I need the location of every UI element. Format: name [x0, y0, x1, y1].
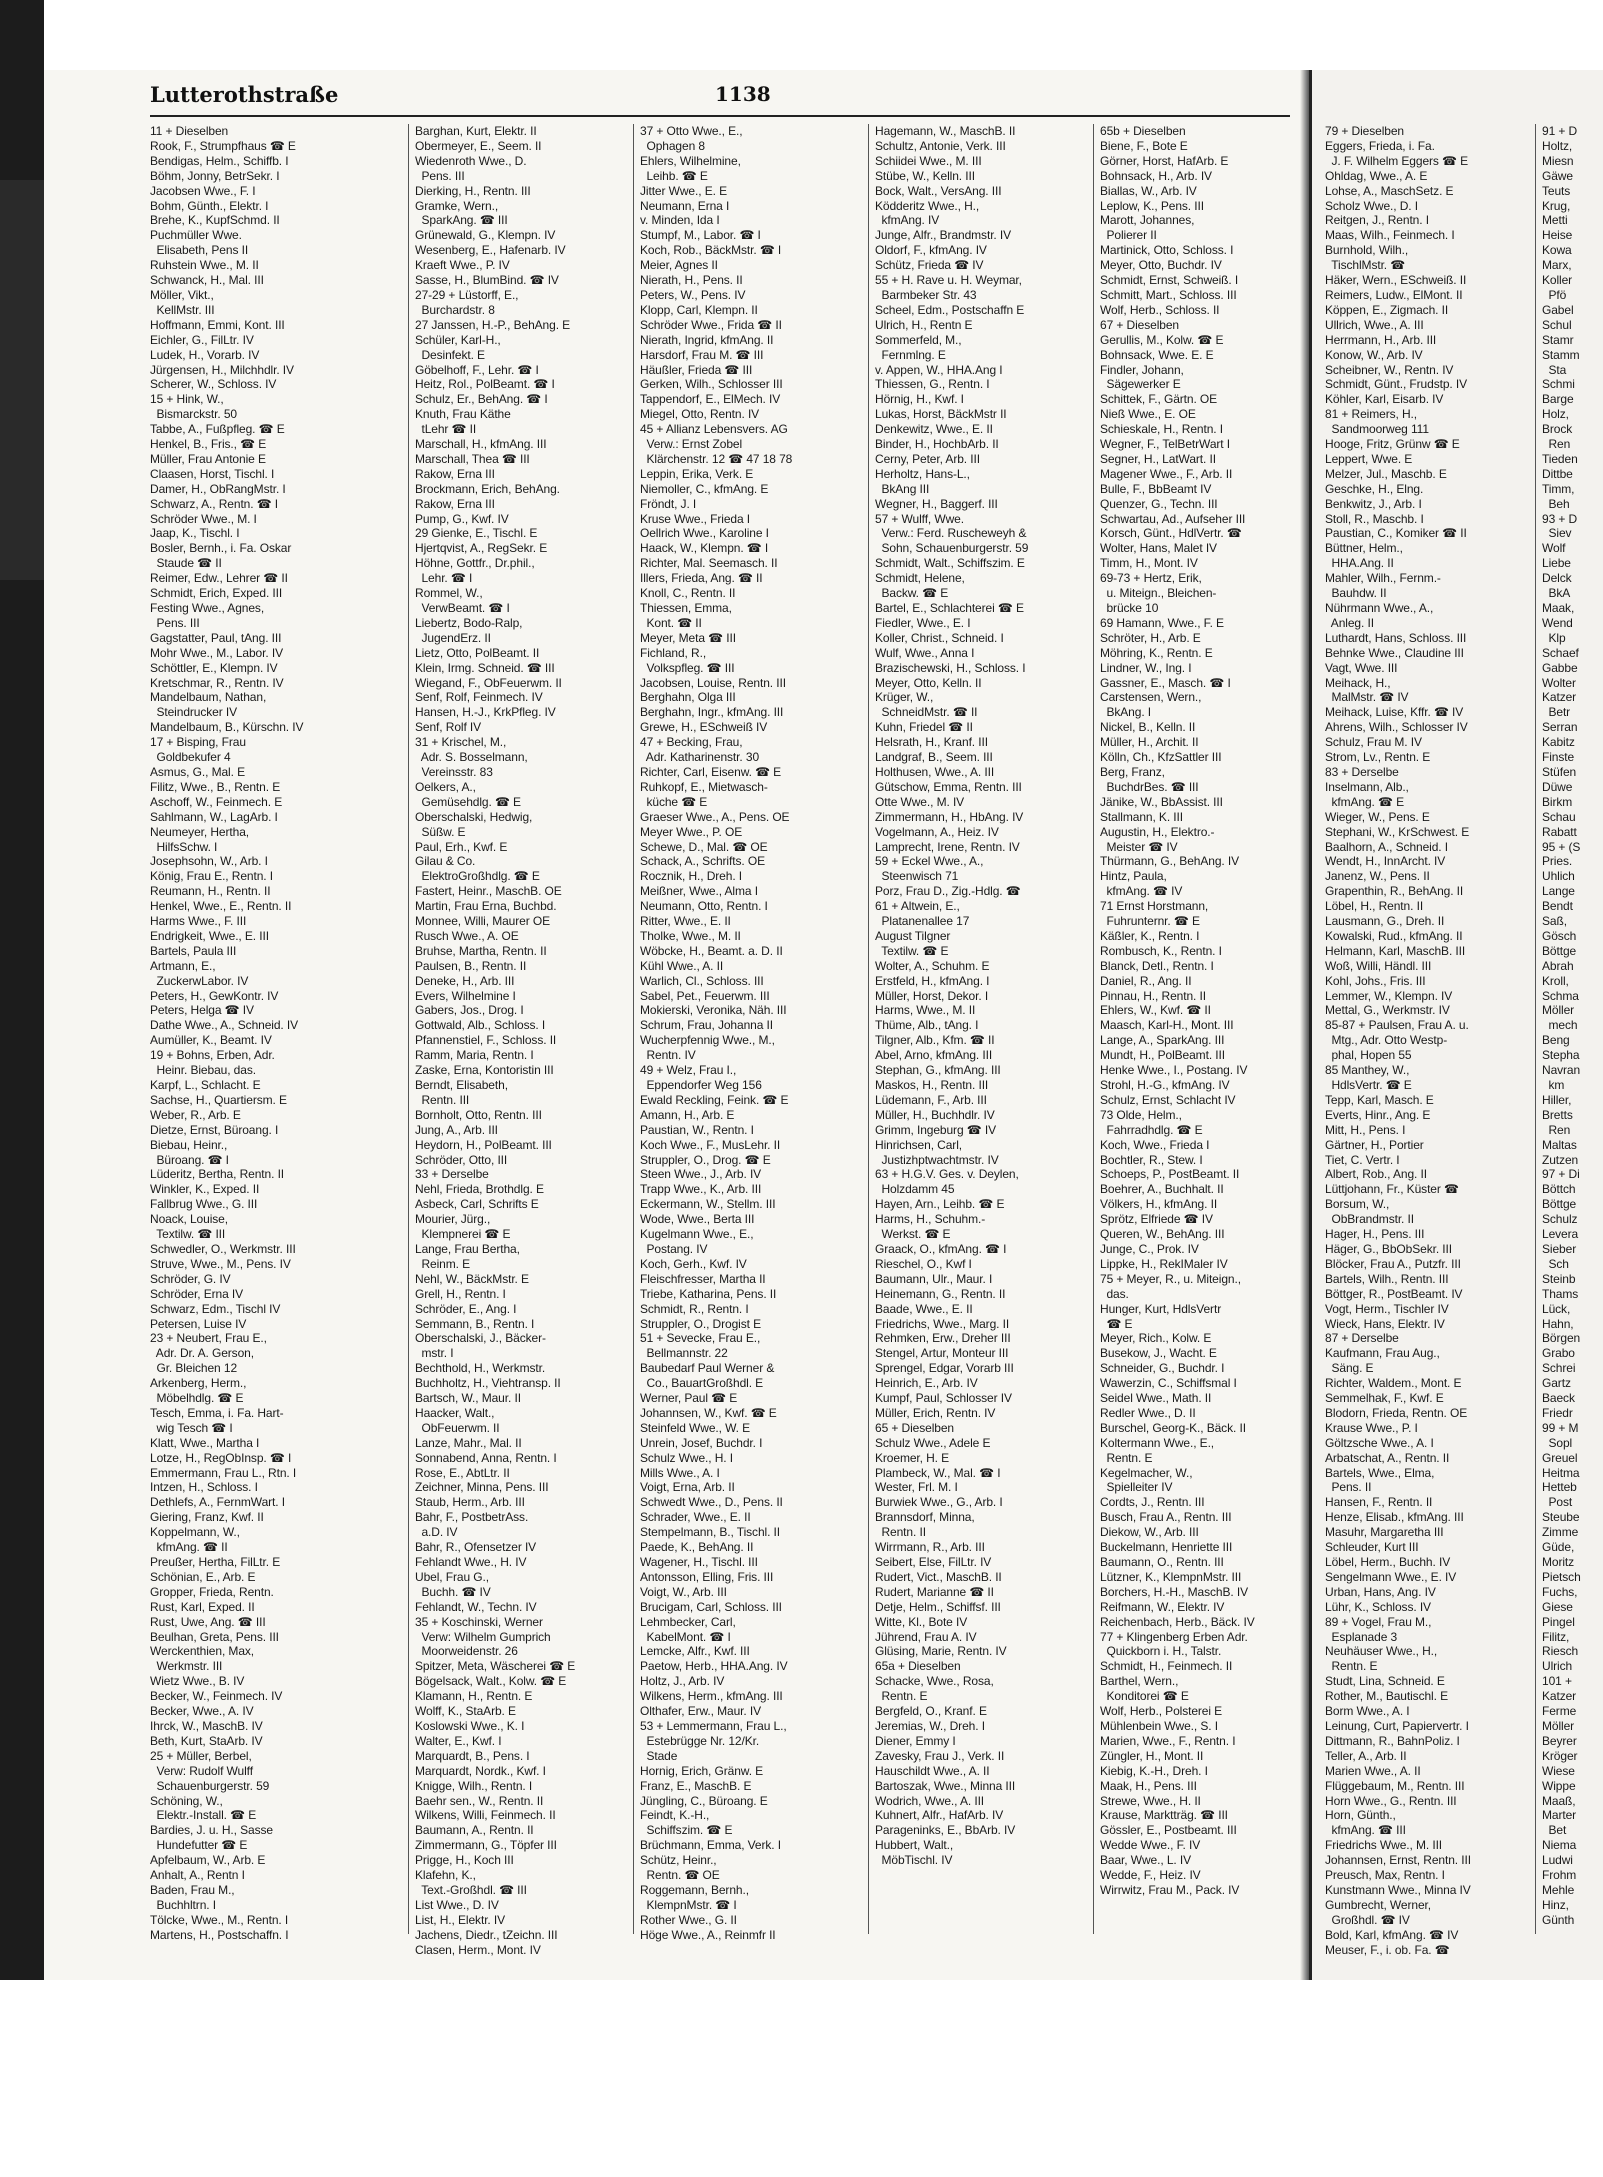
column-2-text: Barghan, Kurt, Elektr. II Obermeyer, E., Seem. II Wiedenroth Wwe., D. Pens. III Dierking, H., Rentn. III Gramke, Wern., SparkAng. ☎ III Grünewald, G., Klempn. IV Wesenberg, E., Hafenarb. IV Kraeft Wwe., P. IV Sasse, H., BlumBind. ☎ IV 27-29 + Lüstorff, E., Burchardstr. 8 27 Janssen, H.-P., BehAng. E Schüler, Karl-H., Desinfekt. E Göbelhoff, F., Lehr. ☎ I Heitz, Rol., PolBeamt. ☎ I Schulz, Er., BehAng. ☎ I Knuth, Frau Käthe tLehr ☎ II Marschall, H., kfmAng. III Marschall, Thea ☎ III Rakow, Erna III Brockmann, Erich, BehAng. Rakow, Erna III Pump, G., Kwf. IV 29 Gienke, E., Tischl. E Hjertqvist, A., RegSekr. E Höhne, Gottfr., Dr.phil., Lehr. ☎ I Rommel, W., VerwBeamt. ☎ I Liebertz, Bodo-Ralp, JugendErz. II Lietz, Otto, PolBeamt. II Klein, Irmg. Schneid. ☎ III Wiegand, F., ObFeuerwm. II Senf, Rolf, Feinmech. IV Hansen, H.-J., KrkPfleg. IV Senf, Rolf IV 31 + Krischel, M., Adr. S. Bosselmann, Vereinsstr. 83 Oelkers, A., Gemüsehdlg. ☎ E Oberschalski, Hedwig, Süßw. E Paul, Erh., Kwf. E Gilau & Co. ElektroGroßhdlg. ☎ E Fastert, Heinr., MaschB. OE Martin, Frau Erna, Buchbd. Monnee, Willi, Maurer OE Rusch Wwe., A. OE Bruhse, Martha, Rentn. II Paulsen, B., Rentn. II Deneke, H., Arb. III Evers, Wilhelmine I Gabers, Jos., Drog. I Gottwald, Alb., Schloss. I Pfannenstiel, F., Schloss. II Ramm, Maria, Rentn. I Zaske, Erna, Kontoristin III Berndt, Elisabeth, Rentn. III Bornholt, Otto, Rentn. III Jung, A., Arb. III Heydorn, H., PolBeamt. III Schröder, Otto, III 33 + Derselbe Nehl, Frieda, Brothdlg. E Asbeck, Carl, Schrifts E Mourier, Jürg., Klempnerei ☎ E Lange, Frau Bertha, Reinm. E Nehl, W., BäckMstr. E Grell, H., Rentn. I Schröder, E., Ang. I Semmann, B., Rentn. I Oberschalski, J., Bäcker- mstr. I Bechthold, H., Werkmstr. Buchholtz, H., Viehtransp. II Bartsch, W., Maur. II Haacker, Walt., ObFeuerwm. II Lanze, Mahr., Mal. II Sonnabend, Anna, Rentn. I Rose, E., AbtLtr. II Zeichner, Minna, Pens. III Staub, Herm., Arb. III Bahr, F., PostbetrAss. a.D. IV Bahr, R., Ofensetzer IV Fehlandt Wwe., H. IV Ubel, Frau G., Buchh. ☎ IV Fehlandt, W., Techn. IV 35 + Koschinski, Werner Verw: Wilhelm Gumprich Moorweidenstr. 26 Spitzer, Meta, Wäscherei ☎ E Bögelsack, Walt., Kolw. ☎ E Klamann, H., Rentn. E Wolff, K., StaArb. E Koslowski Wwe., K. I Walter, E., Kwf. I Marquardt, B., Pens. I Marquardt, Nordk., Kwf. I Knigge, Wilh., Rentn. I Baehr sen., W., Rentn. II Wilkens, Willi, Feinmech. II Baumann, A., Rentn. II Zimmermann, G., Töpfer III Prigge, H., Koch III Klafehn, K., Text.-Großhdl. ☎ III List Wwe., D. IV List, H., Elektr. IV Jachens, Diedr., tZeichn. III Clasen, Herm., Mont. IV: [415, 124, 576, 1957]
directory-column-3: [640, 124, 865, 1944]
column-1-text: 11 + Dieselben Rook, F., Strumpfhaus ☎ E Bendigas, Helm., Schiffb. I Böhm, Jonny, BetrSekr. I Jacobsen Wwe., F. I Bohm, Günth., Elektr. I Brehe, K., KupfSchmd. II Puchmüller Wwe. Elisabeth, Pens II Ruhstein Wwe., M. II Schwanck, H., Mal. III Möller, Vikt., KellMstr. III Hoffmann, Emmi, Kont. III Eichler, G., FilLtr. IV Ludek, H., Vorarb. IV Jürgensen, H., Milchhdlr. IV Scherer, W., Schloss. IV 15 + Hink, W., Bismarckstr. 50 Tabbe, A., Fußpfleg. ☎ E Henkel, B., Fris., ☎ E Müller, Frau Antonie E Claasen, Horst, Tischl. I Damer, H., ObRangMstr. I Schwarz, A., Rentn. ☎ I Schröder Wwe., M. I Jaap, K., Tischl. I Bosler, Bernh., i. Fa. Oskar Staude ☎ II Reimer, Edw., Lehrer ☎ II Schmidt, Erich, Exped. III Festing Wwe., Agnes, Pens. III Gagstatter, Paul, tAng. III Mohr Wwe., M., Labor. IV Schöttler, E., Klempn. IV Kretschmar, R., Rentn. IV Mandelbaum, Nathan, Steindrucker IV Mandelbaum, B., Kürschn. IV 17 + Bisping, Frau Goldbekufer 4 Asmus, G., Mal. E Filitz, Wwe., B., Rentn. E Aschoff, W., Feinmech. E Sahlmann, W., LagArb. I Neumeyer, Hertha, HilfsSchw. I Josephsohn, W., Arb. I König, Frau E., Rentn. I Reumann, H., Rentn. II Henkel, Wwe., E., Rentn. II Harms Wwe., F. III Endrigkeit, Wwe., E. III Bartels, Paula III Artmann, E., ZuckerwLabor. IV Peters, H., GewKontr. IV Peters, Helga ☎ IV Dathe Wwe., A., Schneid. IV Aumüller, K., Beamt. IV 19 + Bohns, Erben, Adr. Heinr. Biebau, das. Karpf, L., Schlacht. E Sachse, H., Quartiersm. E Weber, R., Arb. E Dietze, Ernst, Büroang. I Biebau, Heinr., Büroang. ☎ I Lüderitz, Bertha, Rentn. II Winkler, K., Exped. II Fallbrug Wwe., G. III Noack, Louise, Textilw. ☎ III Schwedler, O., Werkmstr. III Struve, Wwe., M., Pens. IV Schröder, G. IV Schröder, Erna IV Schwarz, Edm., Tischl IV Petersen, Luise IV 23 + Neubert, Frau E., Adr. Dr. A. Gerson, Gr. Bleichen 12 Arkenberg, Herm., Möbelhdlg. ☎ E Tesch, Emma, i. Fa. Hart- wig Tesch ☎ I Klatt, Wwe., Martha I Lotze, H., RegObInsp. ☎ I Emmermann, Frau L., Rtn. I Intzen, H., Schloss. I Dethlefs, A., FernmWart. I Giering, Franz, Kwf. II Koppelmann, W., kfmAng. ☎ II Preußer, Hertha, FilLtr. E Schönian, E., Arb. E Gropper, Frieda, Rentn. Rust, Karl, Exped. II Rust, Uwe, Ang. ☎ III Beulhan, Greta, Pens. III Werckenthien, Max, Werkmstr. III Wietz Wwe., B. IV Becker, W., Feinmech. IV Becker, Wwe., A. IV Ihrck, W., MaschB. IV Beth, Kurt, StaArb. IV 25 + Müller, Berbel, Verw: Rudolf Wulff Schauenburgerstr. 59 Schöning, W., Elektr.-Install. ☎ E Bardies, J. u. H., Sasse Hundefutter ☎ E Apfelbaum, W., Arb. E Anhalt, A., Rentn I Baden, Frau M., Buchhltrn. I Tölcke, Wwe., M., Rentn. I Martens, H., Postschaffn. I: [150, 124, 304, 1942]
scan-edge-left: [0, 0, 44, 1980]
column-rule: [633, 124, 634, 1934]
directory-column-5: [1100, 124, 1295, 1944]
header-rule: [150, 115, 1290, 117]
next-page-column-1: [1325, 124, 1530, 1957]
street-title: Lutterothstraße: [150, 82, 339, 107]
next-page-column-2-text: 91 + D Holtz, Miesn Gäwe Teuts Krug, Metti Heise Kowa Marx, Koller Pfö Gabel Schul Stamr Stamm Sta Schmi Barge Holz, Brock Ren Tieden Dittbe Timm, Beh 93 + D Siev Wolf Liebe Delck BkA Maak, Wend Klp Schaef Gabbe Wolter Katzer Betr Serran Kabitz Finste Stüfen Düwe Birkm Schau Rabatt 95 + (S Pries. Uhlich Lange Bendt Saß, Gösch Böttge Abrah Kroll, Schma Möller mech Beng Stepha Navran km Hiller, Bretts Ren Maltas Zutzen 97 + Di Böttch Böttge Schulz Levera Sieber Sch Steinb Thams Lück, Hahn, Börgen Grabo Schrei Gartz Baeck Friedr 99 + M Sopl Greuel Heitma Hetteb Post Steube Zimme Güde, Moritz Pietsch Fuchs, Giese Pingel Filitz, Riesch Ulrich 101 + Katzer Ferme Möller Beyrer Kröger Wiese Wippe Maaß, Marter Bet Niema Ludwi Frohm Mehle Hinz, Günth: [1542, 124, 1581, 1927]
next-page-column-2: [1542, 124, 1600, 1944]
column-5-text: 65b + Dieselben Biene, F., Bote E Görner, Horst, HafArb. E Bohnsack, H., Arb. IV Biallas, W., Arb. IV Leplow, K., Pens. III Marott, Johannes, Polierer II Martinick, Otto, Schloss. I Meyer, Otto, Buchdr. IV Schmidt, Ernst, Schweiß. I Schmitt, Mart., Schloss. III Wolf, Herb., Schloss. II 67 + Dieselben Gerullis, M., Kolw. ☎ E Bohnsack, Wwe. E. E Findler, Johann, Sägewerker E Schittek, F., Gärtn. OE Nieß Wwe., E. OE Schieskale, H., Rentn. I Wegner, F., TelBetrWart I Segner, H., LatWart. II Magener Wwe., F., Arb. II Bulle, F., BbBeamt IV Quenzer, G., Techn. III Schwartau, Ad., Aufseher III Korsch, Günt., HdlVertr. ☎ Wolter, Hans, Malet IV Timm, H., Mont. IV 69-73 + Hertz, Erik, u. Miteign., Bleichen- brücke 10 69 Hamann, Wwe., F. E Schröter, H., Arb. E Möhring, K., Rentn. E Lindner, W., Ing. I Gassner, E., Masch. ☎ I Carstensen, Wern., BkAng. I Nickel, B., Kelln. II Müller, H., Archit. II Kölln, Ch., KfzSattler III Berg, Franz, BuchdrBes. ☎ III Jänike, W., BbAssist. III Stallmann, K. III Augustin, H., Elektro.- Meister ☎ IV Thürmann, G., BehAng. IV Hintz, Paula, kfmAng. ☎ IV 71 Ernst Horstmann, Fuhrunternr. ☎ E Käßler, K., Rentn. I Rombusch, K., Rentn. I Blanck, Detl., Rentn. I Daniel, R., Ang. II Pinnau, H., Rentn. II Ehlers, W., Kwf. ☎ II Maasch, Karl-H., Mont. III Lange, A., SparkAng. III Mundt, H., PolBeamt. III Henke Wwe., I., Postang. IV Strohl, H.-G., kfmAng. IV Schulz, Ernst, Schlacht IV 73 Olde, Helm., Fahrradhdlg. ☎ E Koch, Wwe., Frieda I Bochtler, R., Stew. I Schoeps, P., PostBeamt. II Boehrer, A., Buchhalt. II Völkers, H., kfmAng. II Sprötz, Elfriede ☎ IV Queren, W., BehAng. III Junge, C., Prok. IV Lippke, H., RekIMaler IV 75 + Meyer, R., u. Miteign., das. Hunger, Kurt, HdlsVertr ☎ E Meyer, Rich., Kolw. E Busekow, J., Wacht. E Schneider, G., Buchdr. I Wawerzin, C., Schiffsmal I Seidel Wwe., Math. II Redler Wwe., D. II Burschel, Georg-K., Bäck. II Koltermann Wwe., E., Rentn. E Kegelmacher, W., Spielleiter IV Cordts, J., Rentn. III Busch, Frau A., Rentn. III Diekow, W., Arb. III Buckelmann, Henriette III Baumann, O., Rentn. III Lützner, K., KlempnMstr. III Borchers, H.-H., MaschB. IV Reifmann, W., Elektr. IV Reichenbach, Herb., Bäck. IV 77 + Klingenberg Erben Adr. Quickborn i. H., Talstr. Schmidt, H., Feinmech. II Barthel, Wern., Konditorei ☎ E Wolf, Herb., Polsterei E Mühlenbein Wwe., S. I Marien, Wwe., F., Rentn. I Züngler, H., Mont. II Kiebig, K.-H., Dreh. I Maak, H., Pens. III Strewe, Wwe., H. II Krause, Marktträg. ☎ III Gössler, E., Postbeamt. III Wedde Wwe., F. IV Baar, Wwe., L. IV Wedde, F., Heiz. IV Wirrwitz, Frau M., Pack. IV: [1100, 124, 1255, 1897]
column-3-text: 37 + Otto Wwe., E., Ophagen 8 Ehlers, Wilhelmine, Leihb. ☎ E Jitter Wwe., E. E Neumann, Erna I v. Minden, Ida I Stumpf, M., Labor. ☎ I Koch, Rob., BäckMstr. ☎ I Meier, Agnes II Nierath, H., Pens. II Peters, W., Pens. IV Klopp, Carl, Klempn. II Schröder Wwe., Frida ☎ II Nierath, Ingrid, kfmAng. II Harsdorf, Frau M. ☎ III Häußler, Frieda ☎ III Gerken, Wilh., Schlosser III Tappendorf, E., ElMech. IV Miegel, Otto, Rentn. IV 45 + Allianz Lebensvers. AG Verw.: Ernst Zobel Klärchenstr. 12 ☎ 47 18 78 Leppin, Erika, Verk. E Niemoller, C., kfmAng. E Fröndt, J. I Kruse Wwe., Frieda I Oellrich Wwe., Karoline I Haack, W., Klempn. ☎ I Richter, Mal. Seemasch. II Illers, Frieda, Ang. ☎ II Knoll, C., Rentn. II Thiessen, Emma, Kont. ☎ II Meyer, Meta ☎ III Fichland, R., Volkspfleg. ☎ III Jacobsen, Louise, Rentn. III Berghahn, Olga III Berghahn, Ingr., kfmAng. III Grewe, H., ESchweiß IV 47 + Becking, Frau, Adr. Katharinenstr. 30 Richter, Carl, Eisenw. ☎ E Ruhkopf, E., Mietwasch- küche ☎ E Graeser Wwe., A., Pens. OE Meyer Wwe., P. OE Schewe, D., Mal. ☎ OE Schack, A., Schrifts. OE Rocznik, H., Dreh. I Meißner, Wwe., Alma I Neumann, Otto, Rentn. I Ritter, Wwe., E. II Tholke, Wwe., M. II Wöbcke, H., Beamt. a. D. II Kühl Wwe., A. II Warlich, Cl., Schloss. III Sabel, Pet., Feuerwm. III Mokierski, Veronika, Näh. III Schrum, Frau, Johanna II Wucherpfennig Wwe., M., Rentn. IV 49 + Welz, Frau I., Eppendorfer Weg 156 Ewald Reckling, Feink. ☎ E Amann, H., Arb. E Paustian, W., Rentn. I Koch Wwe., F., MusLehr. II Struppler, O., Drog. ☎ E Steen Wwe., J., Arb. IV Trapp Wwe., K., Arb. III Eckermann, W., Stellm. III Wode, Wwe., Berta III Kugelmann Wwe., E., Postang. IV Koch, Gerh., Kwf. IV Fleischfresser, Martha II Triebe, Katharina, Pens. II Schmidt, R., Rentn. I Struppler, O., Drogist E 51 + Sevecke, Frau E., Bellmannstr. 22 Baubedarf Paul Werner & Co., BauartGroßhdl. E Werner, Paul ☎ E Johannsen, W., Kwf. ☎ E Steinfeld Wwe., W. E Unrein, Josef, Buchdr. I Schulz Wwe., H. I Mills Wwe., A. I Voigt, Erna, Arb. II Schwedt Wwe., D., Pens. II Schrader, Wwe., E. II Stempelmann, B., Tischl. II Paede, K., BehAng. II Wagener, H., Tischl. III Antonsson, Elling, Fris. III Voigt, W., Arb. III Brucigam, Carl, Schloss. III Lehmbecker, Carl, KabelMont. ☎ I Lemcke, Alfr., Kwf. III Paetow, Herb., HHA.Ang. IV Holtz, J., Arb. IV Wilkens, Herm., kfmAng. III Olthafer, Erw., Maur. IV 53 + Lemmermann, Frau L., Estebrügge Nr. 12/Kr. Stade Hornig, Erich, Gränw. E Franz, E., MaschB. E Jüngling, C., Büroang. E Feindt, K.-H., Schiffszim. ☎ E Brüchmann, Emma, Verk. I Schütz, Heinr., Rentn. ☎ OE Roggemann, Bernh., KlempnMstr. ☎ I Rother Wwe., G. II Höge Wwe., A., Reinmfr II: [640, 124, 793, 1942]
page-header: [150, 82, 1290, 110]
column-4-text: Hagemann, W., MaschB. II Schultz, Antonie, Verk. III Schiidei Wwe., M. III Stübe, W., Kelln. III Bock, Walt., VersAng. III Ködderitz Wwe., H., kfmAng. IV Junge, Alfr., Brandmstr. IV Oldorf, F., kfmAng. IV Schütz, Frieda ☎ IV 55 + H. Rave u. H. Weymar, Barmbeker Str. 43 Scheel, Edm., Postschaffn E Ulrich, H., Rentn E Sommerfeld, M., Fernmlng. E v. Appen, W., HHA.Ang I Thiessen, G., Rentn. I Hörnig, H., Kwf. I Lukas, Horst, BäckMstr II Denkewitz, Wwe., E. II Binder, H., HochbArb. II Cerny, Peter, Arb. III Herholtz, Hans-L., BkAng III Wegner, H., Baggerf. III 57 + Wulff, Wwe. Verw.: Ferd. Ruscheweyh & Sohn, Schauenburgerstr. 59 Schmidt, Walt., Schiffszim. E Schmidt, Helene, Backw. ☎ E Bartel, E., Schlachterei ☎ E Fiedler, Wwe., E. I Koller, Christ., Schneid. I Wulf, Wwe., Anna I Brazischewski, H., Schloss. I Meyer, Otto, Kelln. II Krüger, W., SchneidMstr. ☎ II Kuhn, Friedel ☎ II Helsrath, H., Kranf. III Landgraf, B., Seem. III Holthusen, Wwe., A. III Gütschow, Emma, Rentn. III Otte Wwe., M. IV Zimmermann, H., HbAng. IV Vogelmann, A., Heiz. IV Lamprecht, Irene, Rentn. IV 59 + Eckel Wwe., A., Steenwisch 71 Porz, Frau D., Zig.-Hdlg. ☎ 61 + Altwein, E., Platanenallee 17 August Tilgner Textilw. ☎ E Wolter, A., Schuhm. E Erstfeld, H., kfmAng. I Müller, Horst, Dekor. I Harms, Wwe., M. II Thüme, Alb., tAng. I Tilgner, Alb., Kfm. ☎ II Abel, Arno, kfmAng. III Stephan, G., kfmAng. III Maskos, H., Rentn. III Lüdemann, F., Arb. III Müller, H., Buchhdlr. IV Grimm, Ingeburg ☎ IV Hinrichsen, Carl, Justizhptwachtmstr. IV 63 + H.G.V. Ges. v. Deylen, Holzdamm 45 Hayen, Arn., Leihb. ☎ E Harms, H., Schuhm.- Werkst. ☎ E Graack, O., kfmAng. ☎ I Rieschel, O., Kwf I Baumann, Ulr., Maur. I Heinemann, G., Rentn. II Baade, Wwe., E. II Friedrichs, Wwe., Marg. II Rehmken, Erw., Dreher III Stengel, Artur, Monteur III Sprengel, Edgar, Vorarb III Heinrich, E., Arb. IV Kumpf, Paul, Schlosser IV Müller, Erich, Rentn. IV 65 + Dieselben Schulz Wwe., Adele E Kroemer, H. E Plambeck, W., Mal. ☎ I Wester, Frl. M. I Burwiek Wwe., G., Arb. I Brannsdorf, Minna, Rentn. II Wirrmann, R., Arb. III Seibert, Else, FilLtr. IV Rudert, Vict., MaschB. II Rudert, Marianne ☎ II Detje, Helm., Schiffsf. III Witte, Kl., Bote IV Jührend, Frau A. IV Glüsing, Marie, Rentn. IV 65a + Dieselben Schacke, Wwe., Rosa, Rentn. E Bergfeld, O., Kranf. E Jeremias, W., Dreh. I Diener, Emmy I Zavesky, Frau J., Verk. II Hauschildt Wwe., A. II Bartoszak, Wwe., Minna III Wodrich, Wwe., A. III Kuhnert, Alfr., HafArb. IV Parageninks, E., BbArb. IV Hubbert, Walt., MöbTischl. IV: [875, 124, 1029, 1868]
next-page-column-1-text: 79 + Dieselben Eggers, Frieda, i. Fa. J. F. Wilhelm Eggers ☎ E Ohldag, Wwe., A. E Lohse, A., MaschSetz. E Scholz Wwe., D. I Reitgen, J., Rentn. I Maas, Wilh., Feinmech. I Burnhold, Wilh., TischlMstr. ☎ Häker, Wern., ESchweiß. II Reimers, Ludw., ElMont. II Köppen, E., Zigmach. II Ullrich, Wwe., A. III Herrmann, H., Arb. III Konow, W., Arb. IV Scheibner, W., Rentn. IV Schmidt, Günt., Frudstp. IV Köhler, Karl, Eisarb. IV 81 + Reimers, H., Sandmoorweg 111 Hooge, Fritz, Grünw ☎ E Leppert, Wwe. E Melzer, Jul., Maschb. E Geschke, H., Elng. Benkwitz, J., Arb. I Stoll, R., Maschb. I Paustian, C., Komiker ☎ II Büttner, Helm., HHA.Ang. II Mahler, Wilh., Fernm.- Bauhdw. II Nührmann Wwe., A., Anleg. II Luthardt, Hans, Schloss. III Behnke Wwe., Claudine III Vagt, Wwe. III Meihack, H., MalMstr. ☎ IV Meihack, Luise, Kffr. ☎ IV Ahrens, Wilh., Schlosser IV Schulz, Frau M. IV Strom, Lv., Rentn. E 83 + Derselbe Inselmann, Alb., kfmAng. ☎ E Wieger, W., Pens. E Stephani, W., KrSchwest. E Baalhorn, A., Schneid. I Wendt, H., InnArcht. IV Janenz, W., Pens. II Grapenthin, R., BehAng. II Löbel, H., Rentn. II Lausmann, G., Dreh. II Kowalski, Rud., kfmAng. II Helmann, Karl, MaschB. III Woß, Willi, Händl. III Kohl, Johs., Fris. III Lemmer, W., Klempn. IV Mettal, G., Werkmstr. IV 85-87 + Paulsen, Frau A. u. Mtg., Adr. Otto Westp- phal, Hopen 55 85 Manthey, W., HdlsVertr. ☎ E Tepp, Karl, Masch. E Everts, Hinr., Ang. E Mitt, H., Pens. I Gärtner, H., Portier Tiet, C. Vertr. I Albert, Rob., Ang. II Lüttjohann, Fr., Küster ☎ Borsum, W., ObBrandmstr. II Hager, H., Pens. III Häger, G., BbObSekr. III Blöcker, Frau A., Putzfr. III Bartels, Wilh., Rentn. III Böttger, R., PostBeamt. IV Vogt, Herm., Tischler IV Wieck, Hans, Elektr. IV 87 + Derselbe Kaufmann, Frau Aug., Säng. E Richter, Waldem., Mont. E Semmelhak, F., Kwf. E Blodorn, Frieda, Rentn. OE Krause Wwe., P. I Göltzsche Wwe., A. I Arbatschat, A., Rentn. II Bartels, Wwe., Elma, Pens. II Hansen, F., Rentn. II Henze, Elisab., kfmAng. III Masuhr, Margaretha III Schleuder, Kurt III Löbel, Herm., Buchh. IV Sengelmann Wwe., E. IV Urban, Hans, Ang. IV Lühr, K., Schloss. IV 89 + Vogel, Frau M., Esplanade 3 Neuhäuser Wwe., H., Rentn. E Studt, Lina, Schneid. E Rother, M., Bautischl. E Borm Wwe., A. I Leinung, Curt, Papiervertr. I Dittmann, R., BahnPoliz. I Teller, A., Arb. II Marien Wwe., A. II Flüggebaum, M., Rentn. III Horn Wwe., G., Rentn. III Horn, Günth., kfmAng. ☎ III Friedrichs Wwe., M. III Johannsen, Ernst, Rentn. III Preusch, Max, Rentn. I Kunstmann Wwe., Minna IV Gumbrecht, Werner, Großhdl. ☎ IV Bold, Karl, kfmAng. ☎ IV Meuser, F., i. ob. Fa. ☎: [1325, 124, 1471, 1957]
scan-margin-bottom: [44, 1980, 1600, 2177]
book-spine: [0, 180, 44, 580]
column-rule: [868, 124, 869, 1934]
directory-column-1: [150, 124, 382, 1944]
column-rule: [1535, 124, 1536, 1934]
page-number: 1138: [715, 82, 771, 106]
column-rule: [408, 124, 409, 1934]
directory-column-2: [415, 124, 640, 1957]
directory-column-4: [875, 124, 1100, 1944]
column-rule: [1093, 124, 1094, 1934]
